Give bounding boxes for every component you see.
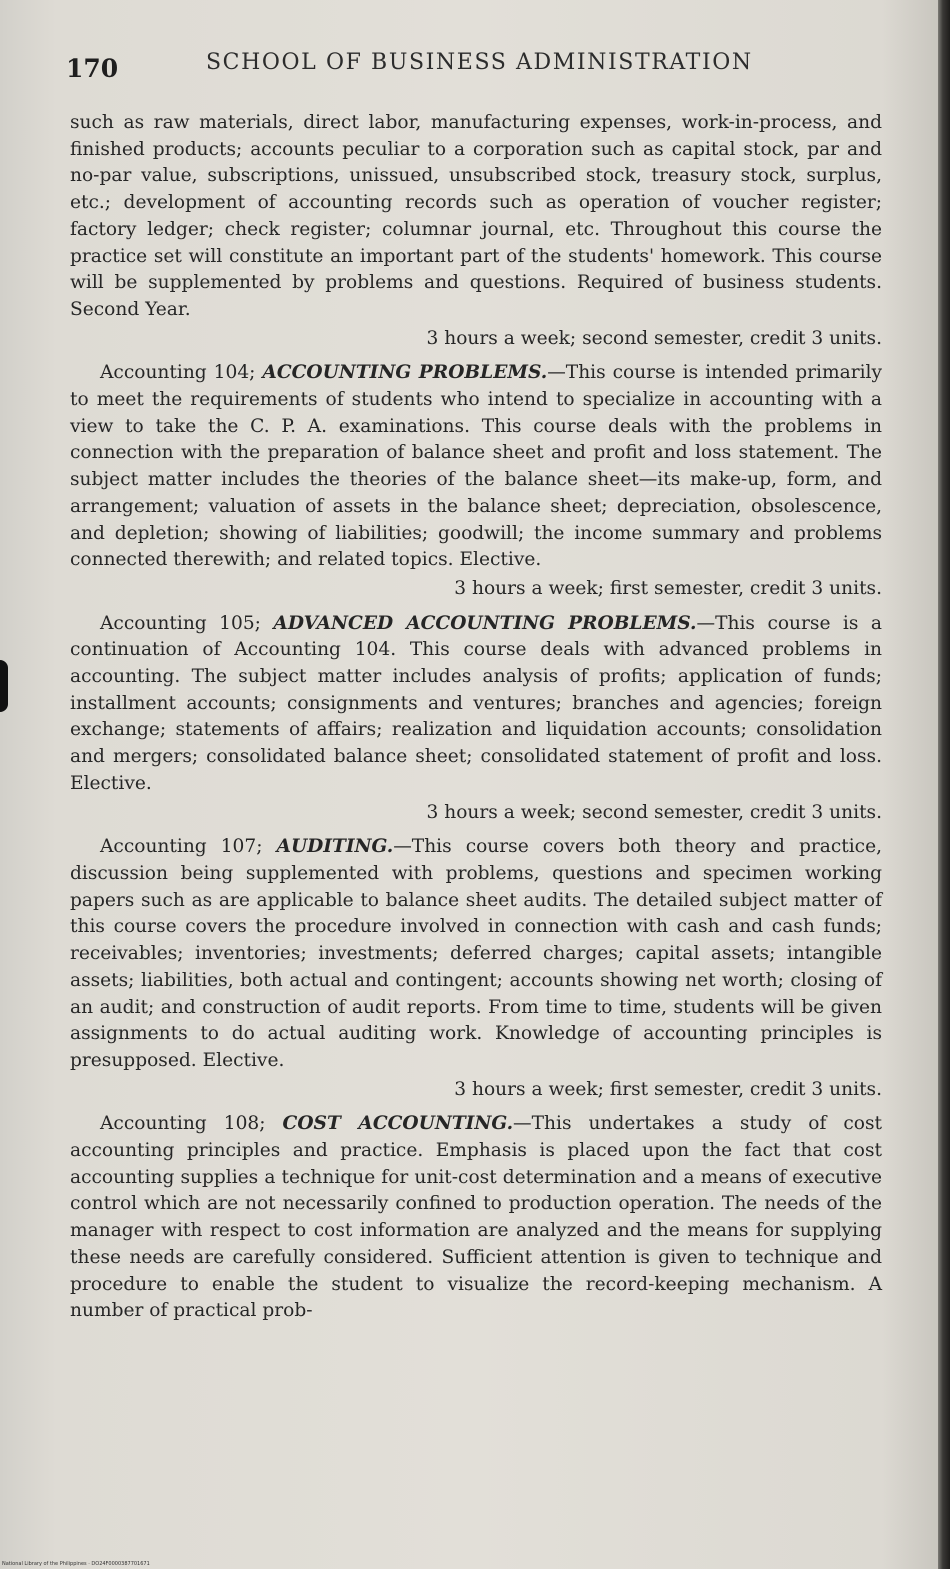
intro-paragraph: such as raw materials, direct labor, manufacturing expenses, work-in-process, and finished products; accounts peculiar to a corporation such as capital stock, par and no-par value, subscriptions, unissued, unsubscribed stock, treasury stock, surplus, etc.; development of accounting records such as operation of voucher register; factory ledger; check register; columnar journal, etc. Throughout this course the practice set will constitute an important part of the students' homework. This course will be supplemented by problems and questions. Required of business students. Second Year. xyxy=(70,112,882,320)
page-header xyxy=(66,46,886,86)
course-107-description: —This course covers both theory and practice, discussion being supplemented with problems, questions and specimen working papers such as are applicable to balance sheet audits. The detailed subject matter of this course covers the procedure involved in connection with cash and cash funds; receivables; inventories; investments; deferred charges; capital assets; intangible assets; liabilities, both actual and contingent; accounts showing net worth; closing of an audit; and construction of audit reports. From time to time, students will be given assignments to do actual auditing work. Knowledge of accounting principles is presupposed. Elective. xyxy=(70,836,882,1071)
book-spine-edge xyxy=(938,0,950,1569)
course-107-title: AUDITING. xyxy=(276,836,394,858)
course-104-title: ACCOUNTING PROBLEMS. xyxy=(262,362,548,384)
course-108-title: COST ACCOUNTING. xyxy=(282,1113,514,1135)
course-107-prefix: Accounting 107; xyxy=(100,836,277,858)
binding-mark xyxy=(0,660,8,712)
course-107-credit: 3 hours a week; first semester, credit 3 units. xyxy=(454,1078,882,1100)
course-104-paragraph xyxy=(70,360,882,574)
course-108-prefix: Accounting 108; xyxy=(100,1113,283,1135)
course-104-prefix: Accounting 104; xyxy=(100,362,263,384)
body-text xyxy=(70,110,882,1325)
course-105-credit: 3 hours a week; second semester, credit 3 units. xyxy=(426,801,882,823)
course-107-paragraph xyxy=(70,834,882,1074)
course-104-credit: 3 hours a week; first semester, credit 3 units. xyxy=(454,577,882,599)
course-105-title: ADVANCED ACCOUNTING PROBLEMS. xyxy=(273,612,697,634)
page-number: 170 xyxy=(66,54,119,83)
scan-footer: National Library of the Philippines · DO24F0000387701671 xyxy=(2,1561,150,1567)
course-105-paragraph xyxy=(70,611,882,798)
intro-credit: 3 hours a week; second semester, credit 3 units. xyxy=(426,327,882,349)
course-105-prefix: Accounting 105; xyxy=(100,612,274,634)
course-104-description: —This course is intended primarily to meet the requirements of students who intend to specialize in accounting with a view to take the C. P. A. examinations. This course deals with the problems in connection with the preparation of balance sheet and profit and loss statement. The subject matter includes the theories of the balance sheet—its make-up, form, and arrangement; valuation of assets in the balance sheet; depreciation, obsolescence, and depletion; showing of liabilities; goodwill; the income summary and problems connected therewith; and related topics. Elective. xyxy=(70,362,882,571)
course-105-description: —This course is a continuation of Accounting 104. This course deals with advanced problems in accounting. The subject matter includes analysis of profits; application of funds; installment accounts; consignments and ventures; branches and agencies; foreign exchange; statements of affairs; realization and liquidation accounts; consolidation and mergers; consolidated balance sheet; consolidated statement of profit and loss. Elective. xyxy=(70,612,882,794)
running-title: SCHOOL OF BUSINESS ADMINISTRATION xyxy=(206,50,753,75)
course-108-description: —This undertakes a study of cost accounting principles and practice. Emphasis is placed upon the fact that cost accounting supplies a technique for unit-cost determination and a means of executive control which are not necessarily confined to production operation. The needs of the manager with respect to cost information are analyzed and the means for supplying these needs are carefully considered. Sufficient attention is given to technique and procedure to enable the student to visualize the record-keeping mechanism. A number of practical prob- xyxy=(70,1113,882,1322)
course-108-paragraph xyxy=(70,1111,882,1325)
